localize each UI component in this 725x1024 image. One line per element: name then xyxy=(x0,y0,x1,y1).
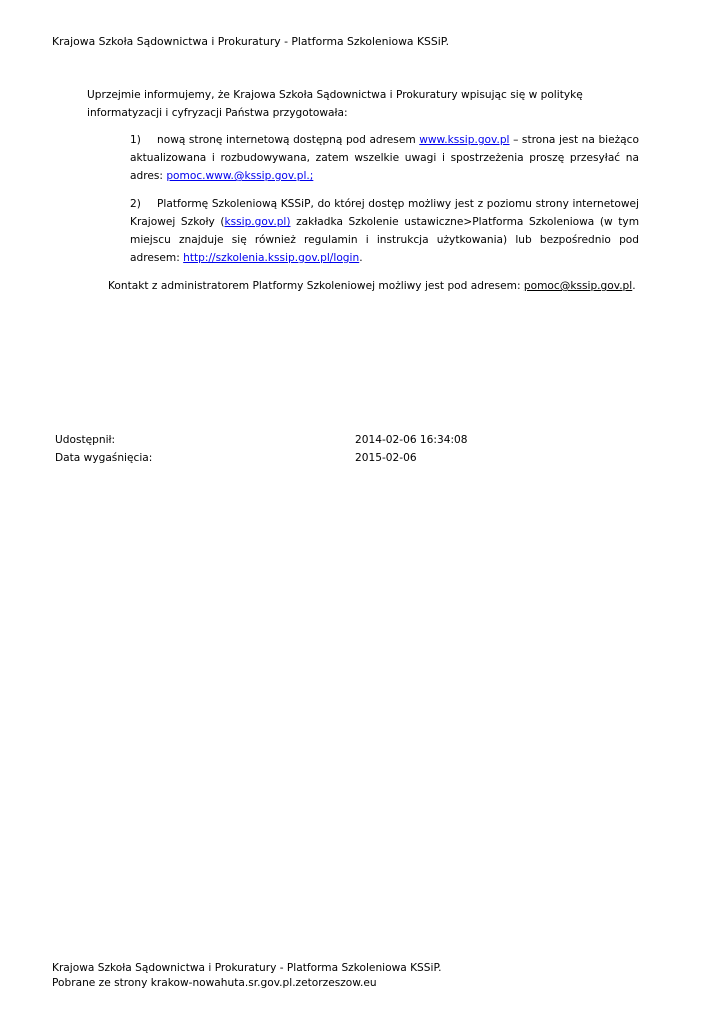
published-label: Udostępnił: xyxy=(55,434,116,446)
contact-paragraph xyxy=(108,277,636,295)
published-row xyxy=(55,434,475,446)
published-value: 2014-02-06 16:34:08 xyxy=(355,434,468,446)
expiry-row xyxy=(55,452,475,464)
admin-email-link[interactable]: pomoc@kssip.gov.pl xyxy=(523,280,633,292)
contact-end: . xyxy=(632,280,636,292)
list-item-number: 1) xyxy=(130,134,141,146)
list-item-number: 2) xyxy=(130,198,141,210)
list-item-text: zakładka Szkolenie ustawiczne>Platforma Szkoleniowa (w tym miejscu znajduje się również regulamin i instrukcja użytkowania) lub bezpośrednio pod adresem: xyxy=(130,216,640,264)
intro-paragraph: Uprzejmie informujemy, że Krajowa Szkoła Sądownictwa i Prokuratury wpisując się w politykę informatyzacji i cyfryzacji Państwa przygotowała: xyxy=(87,89,583,119)
list-item-training-platform xyxy=(130,195,639,267)
footer-source: Pobrane ze strony krakow-nowahuta.sr.gov.pl.zetorzeszow.eu xyxy=(52,977,377,989)
support-email-link[interactable]: pomoc.www.@kssip.gov.pl.; xyxy=(166,170,314,182)
page-header-title: Krajowa Szkoła Sądownictwa i Prokuratury - Platforma Szkoleniowa KSSiP. xyxy=(52,35,450,48)
kssip-link[interactable]: kssip.gov.pl) xyxy=(224,216,291,228)
page-footer xyxy=(52,961,442,991)
expiry-label: Data wygaśnięcia: xyxy=(55,452,153,464)
list-item-new-website xyxy=(130,131,639,185)
platform-login-link[interactable]: http://szkolenia.kssip.gov.pl/login xyxy=(183,252,360,264)
contact-text: Kontakt z administratorem Platformy Szkoleniowej możliwy jest pod adresem: xyxy=(108,280,524,292)
website-link[interactable]: www.kssip.gov.pl xyxy=(419,134,510,146)
list-item-text: – strona jest na bieżąco aktualizowana i rozbudowywana, zatem wszelkie uwagi i spostrzeżenia proszę przesyłać na adres: xyxy=(130,134,639,182)
footer-title: Krajowa Szkoła Sądownictwa i Prokuratury - Platforma Szkoleniowa KSSiP. xyxy=(52,962,442,974)
expiry-value: 2015-02-06 xyxy=(355,452,417,464)
list-item-text: nową stronę internetową dostępną pod adresem xyxy=(157,134,420,146)
list-item-text: Platformę Szkoleniową KSSiP, do której dostęp możliwy jest z poziomu strony internetowej Krajowej Szkoły ( xyxy=(130,198,639,228)
list-item-text: . xyxy=(359,252,363,264)
